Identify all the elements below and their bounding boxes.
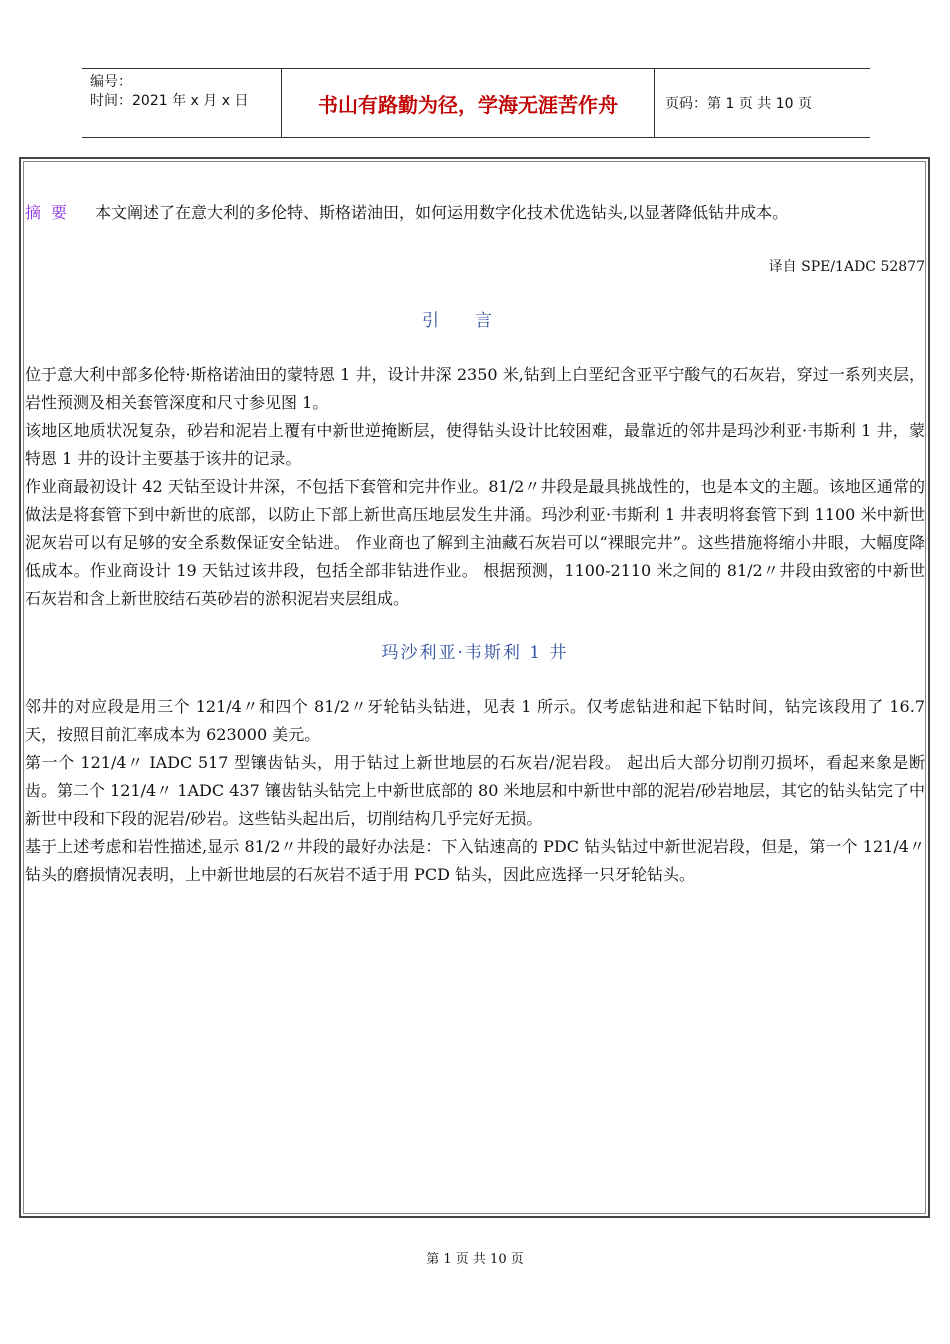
abstract	[25, 199, 925, 227]
source-reference: 译自 SPE/1ADC 52877	[768, 259, 925, 275]
document-content	[25, 199, 925, 889]
code-label: 编号：	[90, 74, 132, 90]
abstract-text: 本文阐述了在意大利的多伦特、斯格诺油田，如何运用数字化技术优选钻头,以显著降低钻井成本。	[95, 203, 789, 222]
header-page-label: 页码：第 1 页 共 10 页	[665, 96, 812, 112]
page-footer: 第 1 页 共 10 页	[426, 1252, 524, 1267]
paragraph: 第一个 121/4〃 IADC 517 型镶齿钻头，用于钻过上新世地层的石灰岩/泥岩段。 起出后大部分切削刃损坏，看起来象是断齿。第二个 121/4〃 1ADC 437 镶齿钻头钻完上中新世底部的 80 米地层和中新世中部的泥岩/砂岩地层，其它的钻头钻完了中新世中段和下段的泥岩/砂岩。这些钻头起出后，切削结构几乎完好无损。	[25, 753, 925, 828]
paragraph: 该地区地质状况复杂，砂岩和泥岩上覆有中新世逆掩断层，使得钻头设计比较困难，最靠近的邻井是玛沙利亚·韦斯利 1 井，蒙特恩 1 井的设计主要基于该井的记录。	[25, 421, 925, 468]
abstract-label: 摘要	[25, 203, 78, 222]
header-motto: 书山有路勤为径，学海无涯苦作舟	[282, 69, 655, 137]
paragraph: 作业商最初设计 42 天钻至设计井深，不包括下套管和完井作业。81/2〃井段是最具挑战性的，也是本文的主题。该地区通常的做法是将套管下到中新世的底部，以防止下部上新世高压地层发生井涌。玛沙利亚·韦斯利 1 井表明将套管下到 1100 米中新世泥灰岩可以有足够的安全系数保证安全钻进。 作业商也了解到主油藏石灰岩可以“裸眼完井”。这些措施将缩小井眼，大幅度降低成本。作业商设计 19 天钻过该井段，包括全部非钻进作业。 根据预测，1100-2110 米之间的 81/2〃井段由致密的中新世石灰岩和含上新世胶结石英砂岩的淤积泥岩夹层组成。	[25, 477, 925, 608]
paragraph: 位于意大利中部多伦特·斯格诺油田的蒙特恩 1 井，设计井深 2350 米,钻到上白垩纪含亚平宁酸气的石灰岩，穿过一系列夹层，岩性预测及相关套管深度和尺寸参见图 1。	[25, 365, 925, 412]
section-heading-intro: 引言	[422, 311, 528, 331]
section-heading-offset-well: 玛沙利亚·韦斯利 1 井	[381, 643, 569, 663]
body-frame	[19, 157, 930, 1218]
paragraph: 基于上述考虑和岩性描述,显示 81/2〃井段的最好办法是：下入钻速高的 PDC 钻头钻过中新世泥岩段，但是，第一个 121/4〃钻头的磨损情况表明，上中新世地层的石灰岩不适于用 PCD 钻头，因此应选择一只牙轮钻头。	[25, 837, 925, 884]
time-label: 时间：2021 年 x 月 x 日	[90, 93, 249, 109]
paragraph: 邻井的对应段是用三个 121/4〃和四个 81/2〃牙轮钻头钻进，见表 1 所示。仅考虑钻进和起下钻时间，钻完该段用了 16.7 天，按照目前汇率成本为 623000 美元。	[25, 697, 925, 744]
header-meta	[82, 69, 282, 137]
page-header	[82, 68, 870, 138]
